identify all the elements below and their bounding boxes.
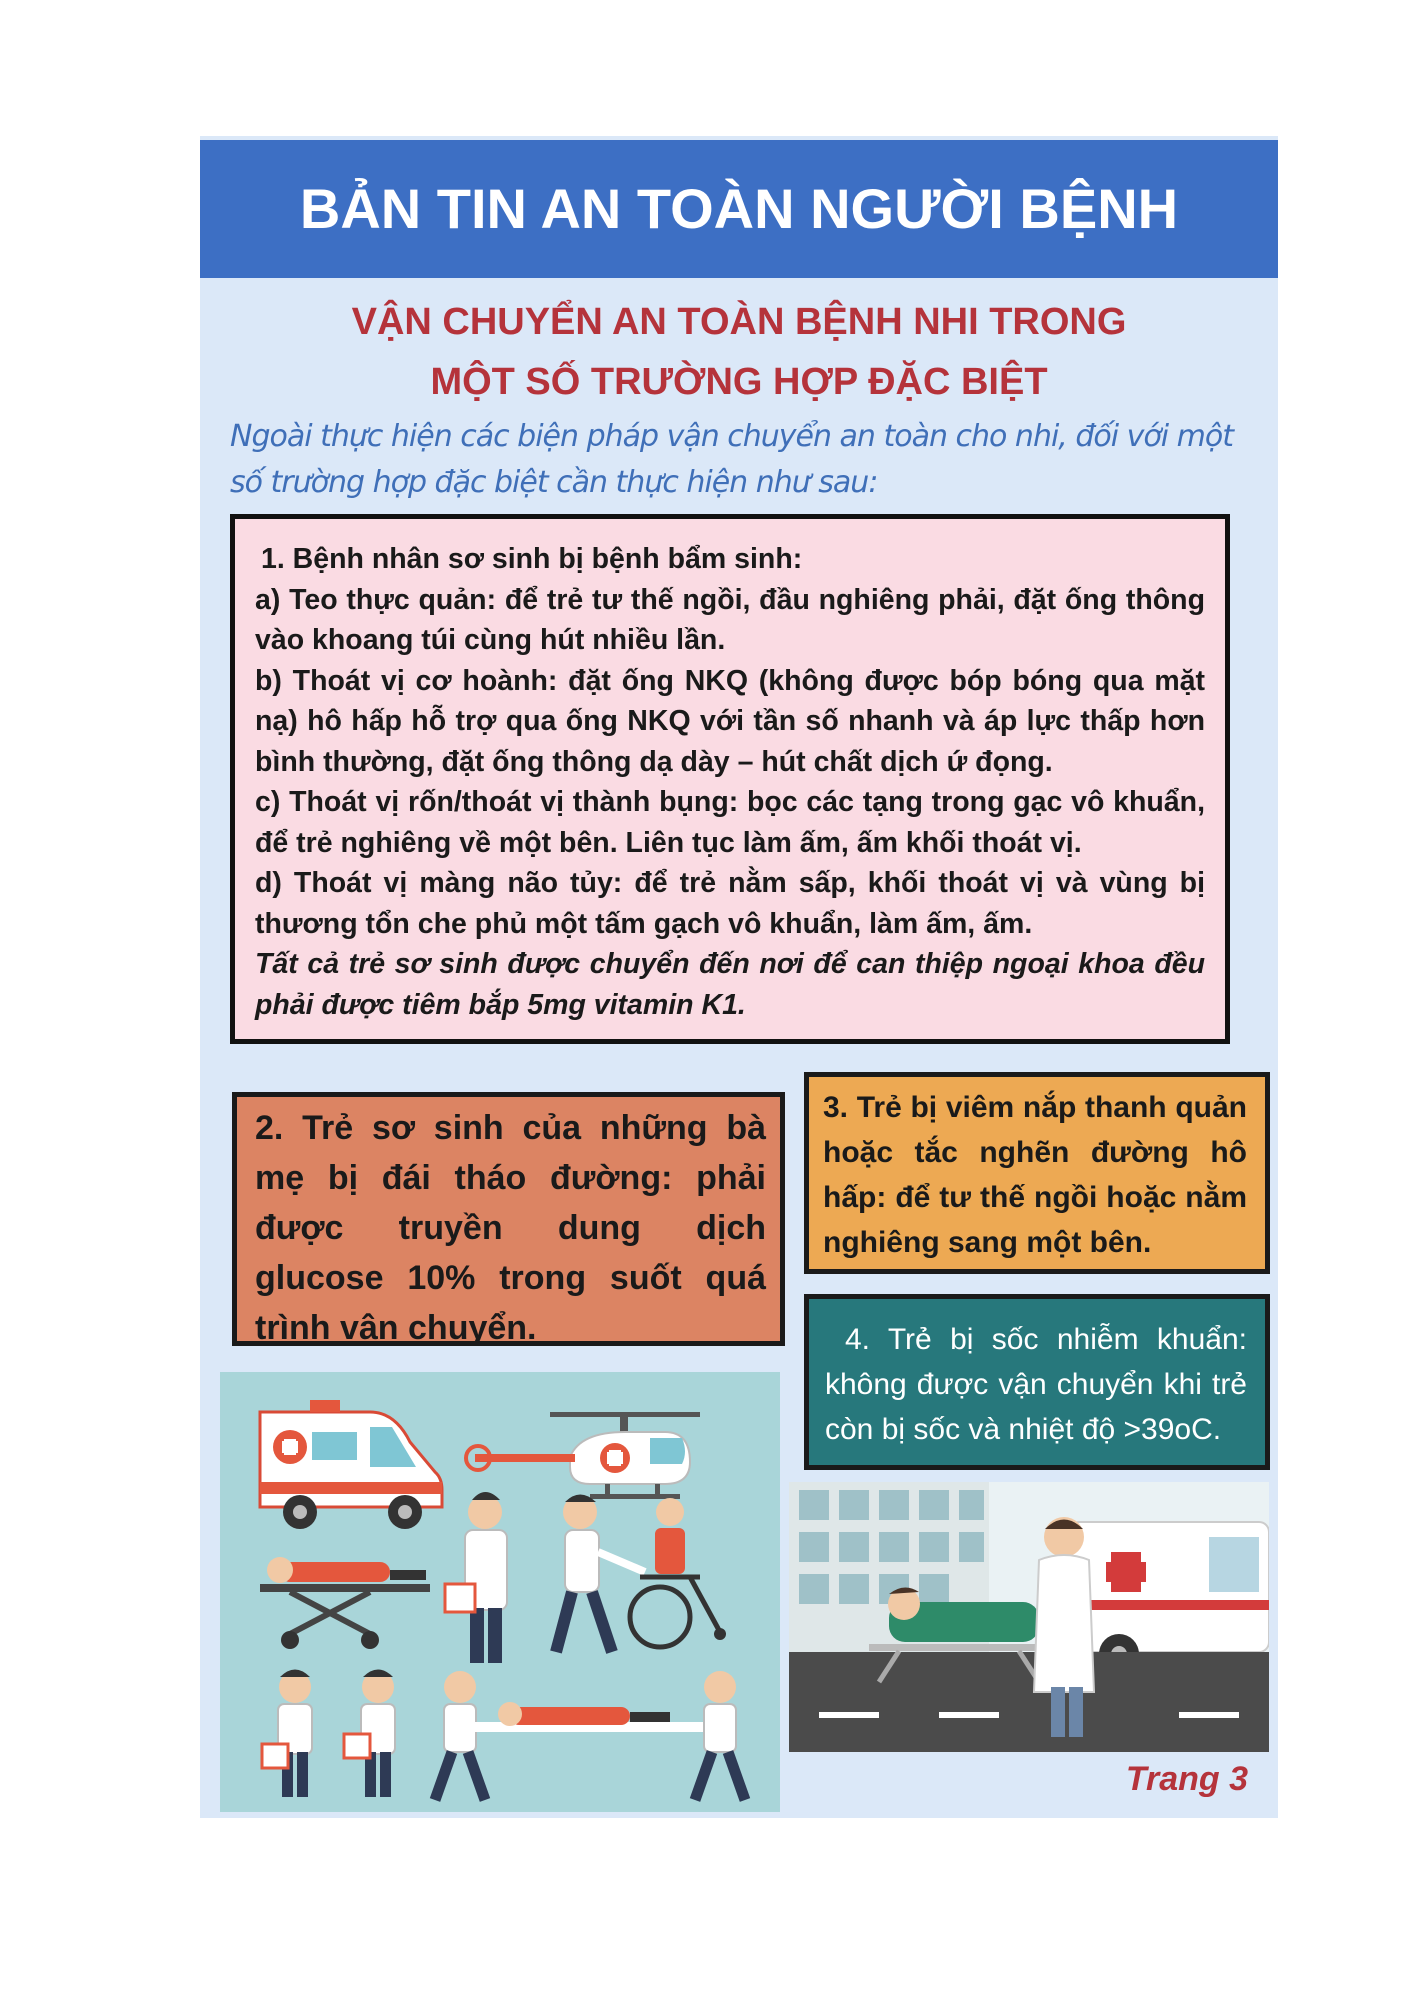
section-4-text: 4. Trẻ bị sốc nhiễm khuẩn: không được vận chuyển khi trẻ còn bị sốc và nhiệt độ >39oC. [825, 1323, 1247, 1446]
ambulance-icon [1069, 1522, 1269, 1674]
bulletin-page [200, 136, 1278, 1818]
section-1-item-a: a) Teo thực quản: để trẻ tư thế ngồi, đầu nghiêng phải, đặt ống thông vào khoang túi cùng hút nhiều lần. [255, 583, 1205, 656]
banner-title: BẢN TIN AN TOÀN NGƯỜI BỆNH [200, 140, 1278, 278]
section-1-item-c: c) Thoát vị rốn/thoát vị thành bụng: bọc các tạng trong gạc vô khuẩn, để trẻ nghiêng về một bên. Liên tục làm ấm, ấm khối thoát vị. [255, 786, 1205, 859]
article-title [200, 292, 1278, 412]
intro-text: Ngoài thực hiện các biện pháp vận chuyển an toàn cho nhi, đối với một số trường hợp đặc biệt cần thực hiện như sau: [230, 419, 1233, 500]
article-title-line-2: MỘT SỐ TRƯỜNG HỢP ĐẶC BIỆT [430, 361, 1048, 403]
page-number: Trang 3 [1125, 1760, 1248, 1798]
section-4-box [804, 1294, 1270, 1470]
transport-illustration [220, 1372, 780, 1812]
section-1-note: Tất cả trẻ sơ sinh được chuyển đến nơi để can thiệp ngoại khoa đều phải được tiêm bắp 5mg vitamin K1. [255, 948, 1205, 1021]
section-1-box [230, 514, 1230, 1044]
section-2-box: 2. Trẻ sơ sinh của những bà mẹ bị đái tháo đường: phải được truyền dung dịch glucose 10% trong suốt quá trình vận chuyển. [232, 1092, 785, 1346]
section-3-box: 3. Trẻ bị viêm nắp thanh quản hoặc tắc nghẽn đường hô hấp: để tư thế ngồi hoặc nằm nghiêng sang một bên. [804, 1072, 1270, 1274]
section-1-heading: 1. Bệnh nhân sơ sinh bị bệnh bẩm sinh: [261, 543, 803, 575]
section-1-item-d: d) Thoát vị màng não tủy: để trẻ nằm sấp, khối thoát vị và vùng bị thương tổn che phủ một tấm gạch vô khuẩn, làm ấm, ấm. [255, 867, 1205, 940]
article-title-line-1: VẬN CHUYỂN AN TOÀN BỆNH NHI TRONG [351, 301, 1127, 343]
section-1-item-b: b) Thoát vị cơ hoành: đặt ống NKQ (không được bóp bóng qua mặt nạ) hô hấp hỗ trợ qua ống NKQ với tần số nhanh và áp lực thấp hơn bình thường, đặt ống thông dạ dày – hút chất dịch ứ đọng. [255, 664, 1205, 778]
hospital-scene-illustration [789, 1482, 1269, 1752]
